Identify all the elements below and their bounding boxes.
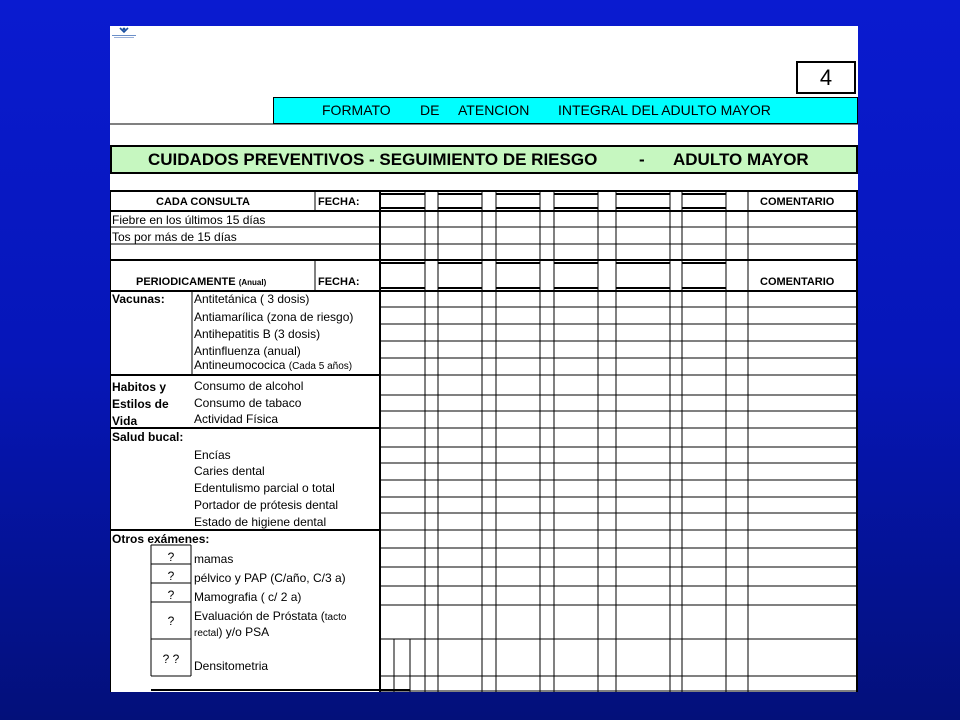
- comentario-label: COMENTARIO: [760, 276, 835, 288]
- examen-item: rectal) y/o PSA: [194, 625, 270, 639]
- page-number: 4: [796, 61, 856, 94]
- fecha-label: FECHA:: [318, 196, 360, 208]
- section-title-dash: -: [639, 150, 645, 169]
- examen-item: Densitometria: [194, 659, 269, 673]
- banner-word: ATENCION: [458, 102, 530, 118]
- otros-label: Otros exámenes:: [112, 532, 210, 546]
- banner-word: INTEGRAL DEL ADULTO MAYOR: [558, 102, 771, 118]
- vacunas-label: Vacunas:: [112, 292, 165, 306]
- habito-item: Consumo de tabaco: [194, 396, 302, 410]
- question-mark: ? ?: [162, 652, 180, 666]
- section-title-main: CUIDADOS PREVENTIVOS - SEGUIMIENTO DE RIESGO: [148, 150, 598, 169]
- vacuna-item: Antihepatitis B (3 dosis): [194, 327, 321, 341]
- section-title-tail: ADULTO MAYOR: [673, 150, 809, 169]
- bucal-item: Edentulismo parcial o total: [194, 481, 335, 495]
- comentario-label: COMENTARIO: [760, 196, 835, 208]
- banner-word: DE: [420, 102, 440, 118]
- question-mark: ?: [167, 614, 175, 628]
- item-tos: Tos por más de 15 días: [112, 230, 237, 244]
- banner-word: FORMATO: [322, 102, 391, 118]
- examen-item: Mamografia ( c/ 2 a): [194, 590, 302, 604]
- vacuna-item: Antitetánica ( 3 dosis): [194, 292, 310, 306]
- salud-bucal-label: Salud bucal:: [112, 430, 184, 444]
- vacuna-item: Antiamarílica (zona de riesgo): [194, 310, 354, 324]
- habito-item: Consumo de alcohol: [194, 379, 304, 393]
- form-page: [110, 26, 858, 692]
- cada-consulta-header: CADA CONSULTA: [156, 196, 250, 208]
- habito-item: Actividad Física: [194, 412, 279, 426]
- periodicamente-header: PERIODICAMENTE (Anual): [136, 276, 267, 288]
- vacuna-item: Antinfluenza (anual): [194, 344, 301, 358]
- question-mark: ?: [167, 588, 175, 602]
- question-mark: ?: [167, 550, 175, 564]
- examen-item: pélvico y PAP (C/año, C/3 a): [194, 571, 346, 585]
- bucal-item: Estado de higiene dental: [194, 515, 327, 529]
- question-mark: ?: [167, 569, 175, 583]
- bucal-item: Caries dental: [194, 464, 265, 478]
- bucal-item: Encías: [194, 448, 231, 462]
- habitos-label: Vida: [112, 414, 138, 428]
- examen-item: Evaluación de Próstata (tacto: [194, 609, 347, 623]
- fecha-label: FECHA:: [318, 276, 360, 288]
- item-fiebre: Fiebre en los últimos 15 días: [112, 213, 266, 227]
- habitos-label: Estilos de: [112, 397, 169, 411]
- bucal-item: Portador de prótesis dental: [194, 498, 339, 512]
- habitos-label: Habitos y: [112, 380, 167, 394]
- examen-item: mamas: [194, 552, 234, 566]
- vacuna-item: Antineumococica (Cada 5 años): [194, 358, 353, 372]
